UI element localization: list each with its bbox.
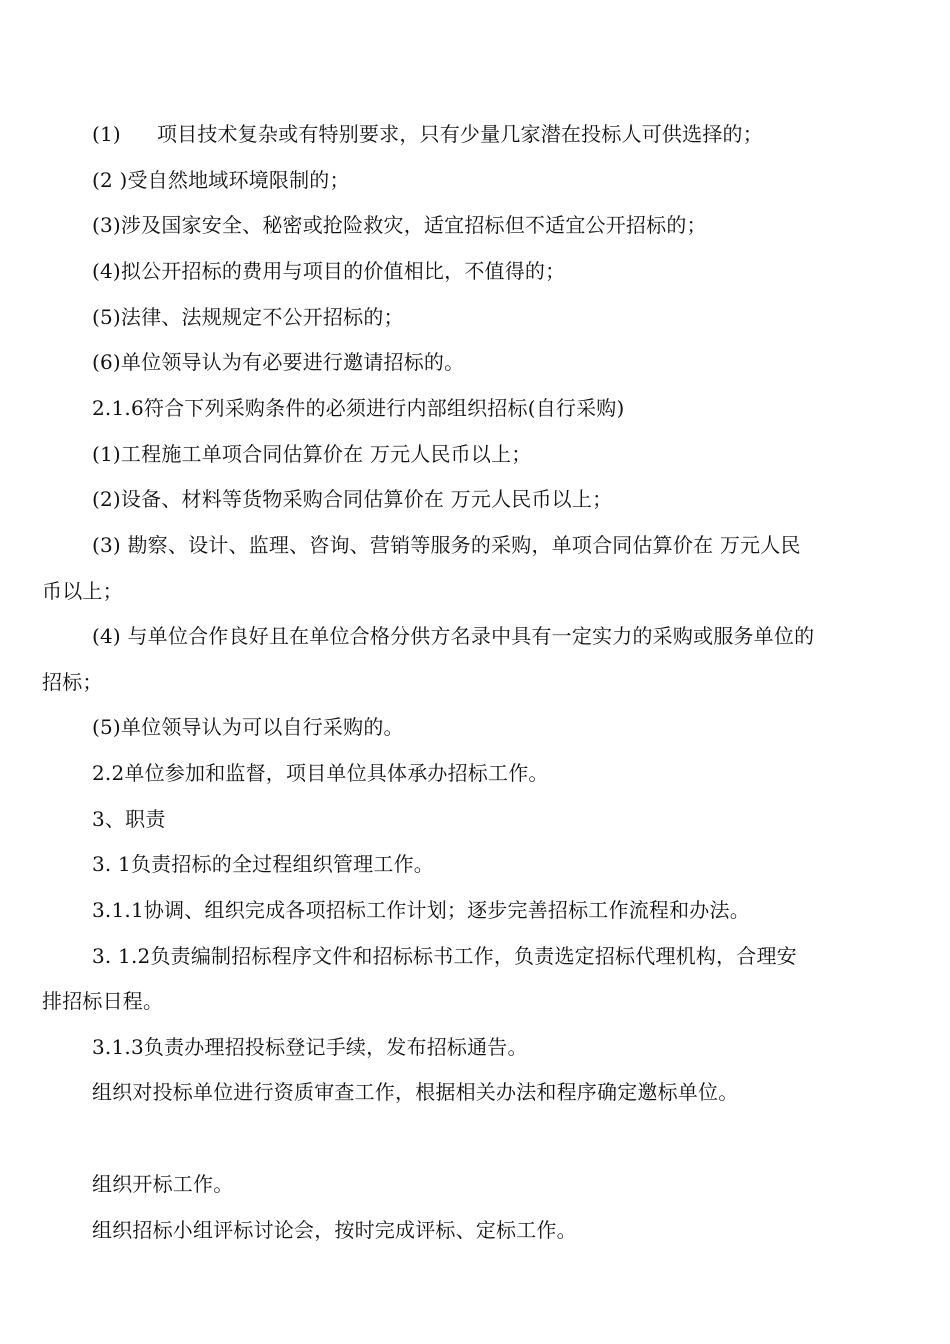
section-3-1-3: 3.1.3负责办理招投标登记手续，发布招标通告。 xyxy=(92,1035,528,1059)
section-3-1-2-line2: 排招标日程。 xyxy=(42,989,164,1013)
section-3-1-1: 3.1.1协调、组织完成各项招标工作计划；逐步完善招标工作流程和办法。 xyxy=(92,898,750,922)
organize-bid-evaluation: 组织招标小组评标讨论会，按时完成评标、定标工作。 xyxy=(92,1218,577,1242)
item-a6: (6)单位领导认为有必要进行邀请招标的。 xyxy=(92,350,465,374)
item-a4: (4)拟公开招标的费用与项目的价值相比，不值得的； xyxy=(92,259,566,283)
item-b2: (2)设备、材料等货物采购合同估算价在 万元人民币以上； xyxy=(92,487,613,511)
item-a1-text: 项目技术复杂或有特别要求，只有少量几家潜在投标人可供选择的； xyxy=(156,122,763,146)
section-3-1: 3. 1负责招标的全过程组织管理工作。 xyxy=(92,852,434,876)
section-3-1-2-line1: 3. 1.2负责编制招标程序文件和招标标书工作，负责选定招标代理机构，合理安 xyxy=(92,944,797,968)
item-b5: (5)单位领导认为可以自行采购的。 xyxy=(92,715,404,739)
item-a1 xyxy=(92,122,763,146)
section-2-1-6: 2.1.6符合下列采购条件的必须进行内部组织招标(自行采购) xyxy=(92,396,625,420)
section-3-heading: 3、职责 xyxy=(92,807,166,831)
item-b3-line2: 币以上； xyxy=(42,579,123,603)
item-a5: (5)法律、法规规定不公开招标的； xyxy=(92,305,404,329)
section-2-2: 2.2单位参加和监督，项目单位具体承办招标工作。 xyxy=(92,761,549,785)
organize-bid-opening: 组织开标工作。 xyxy=(92,1172,234,1196)
item-b4-line1: (4) 与单位合作良好且在单位合格分供方名录中具有一定实力的采购或服务单位的 xyxy=(92,624,815,648)
item-b1: (1)工程施工单项合同估算价在 万元人民币以上； xyxy=(92,442,532,466)
item-a1-number: (1) xyxy=(92,122,121,146)
organize-qualification-review: 组织对投标单位进行资质审查工作，根据相关办法和程序确定邀标单位。 xyxy=(92,1080,739,1104)
item-b4-line2: 招标； xyxy=(42,670,103,694)
item-a3: (3)涉及国家安全、秘密或抢险救灾，适宜招标但不适宜公开招标的； xyxy=(92,213,707,237)
item-a2: (2 )受自然地域环境限制的； xyxy=(92,168,350,192)
item-b3-line1: (3) 勘察、设计、监理、咨询、营销等服务的采购，单项合同估算价在 万元人民 xyxy=(92,533,801,557)
